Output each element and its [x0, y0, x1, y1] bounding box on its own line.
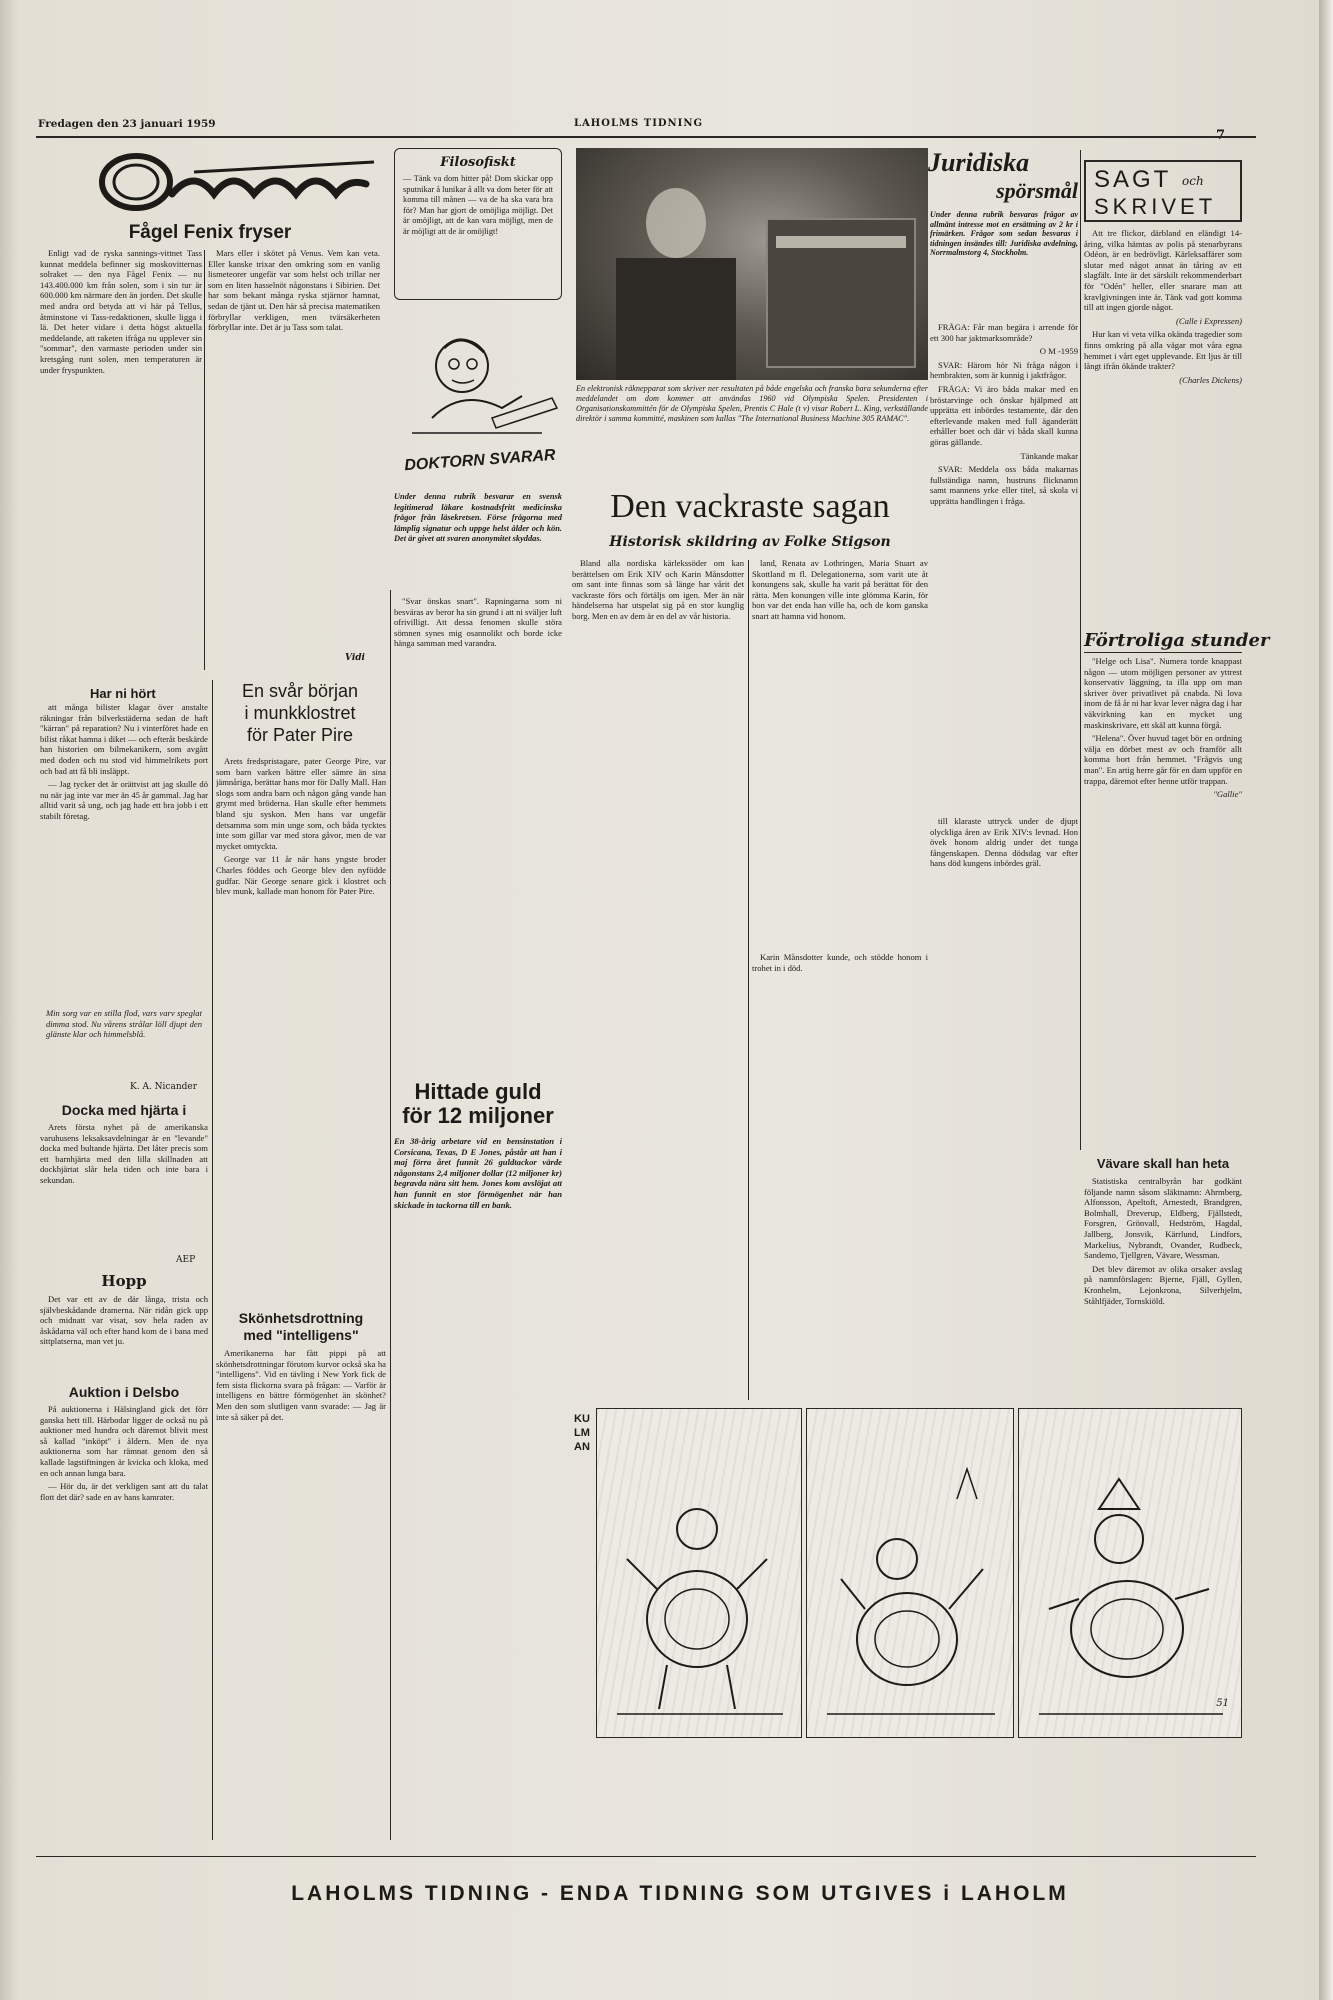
vackraste-title: Den vackraste sagan — [610, 488, 890, 525]
fortroliga-text: "Helge och Lisa". Numera torde knappast någon — utom möjligen personer av yttrest konservativ läggning, ta illa upp om man skriver över privatlivet på cnabda. Ni lova inom de få år ni har kvar lever några dag i har väkvirkning kan en mycket ung maskinskrivare, ett skäl att kunna förgå. — [1084, 656, 1242, 730]
column-rule — [212, 680, 213, 1840]
kulman-credit: 51 — [1216, 1698, 1229, 1709]
hittade-title1: Hittade guld — [414, 1079, 542, 1104]
fagel-fenix-title: Fågel Fenix fryser — [128, 222, 292, 243]
doktorn-title-text: DOKTORN SVARAR — [403, 446, 557, 475]
fortroliga-title: Förtroliga stunder — [1084, 630, 1270, 651]
hartnott-text: att många bilister klagar över anstalte räkningar från bilverkstäderna sedan de haft "kärran" på reparation? Nu i vinterföret hade en bilist råkat hamna i diket — och efteråt beskärde han historien om bilmekanikern, som avgått med doden och nu stod vid himmelrikets port och bad att få bli insläppt. — [40, 702, 208, 776]
kulman-label — [574, 1412, 590, 1454]
juridiska-title — [928, 148, 1078, 204]
munk-text2: George var 11 år när hans yngste broder Charles föddes och George blev den nyfödde gudfar. När George senare gick i klostret och blev munk, kallade man honom för Pater Pire. — [216, 854, 386, 897]
vackraste-text1: Bland alla nordiska kärlekssöder om kan berättelsen om Erik XIV och Karin Månsdotter om sant inte finnas som så länge har vårit det vackraste förs och förtäljs om igen. Mer än när händelserna har utspelat sig på en stor kunglig borg. Men en av dem är en del av vår historia. — [572, 558, 744, 621]
vackraste-col1 — [572, 558, 744, 1398]
munk-text: Arets fredspristagare, pater George Pire, var som barn varken bättre eller sämre än sina jämnåriga, berättar hans mor för Dally Mall. Han slogs som andra barn och någon gång vande han grymt med bröderna. Han skulle efter hemmets bland sju syskon. Men hans var ungefär detsamma som min unge som, och båda tycktes inte som gillar var med stora gåvor, men de var mycket omtyckta. — [216, 756, 386, 851]
sagt-title-och: och — [1182, 174, 1204, 188]
doktorn-illustration — [392, 308, 566, 458]
cartoon-panel-1 — [596, 1408, 802, 1738]
hartnott-title: Har ni hört — [90, 686, 156, 701]
sagt-skrivet-box — [1084, 160, 1242, 222]
skonhet-col — [216, 1348, 386, 1844]
juridiska-sig2: Tänkande makar — [1020, 450, 1078, 461]
vackraste-col4 — [752, 952, 928, 1398]
doktorn-intro: Under denna rubrik besvarar en svensk legitimerad läkare kostnadsfritt medicinska frågor från läsekretsen. Förse frågorna med lämplig signatur och uppge helst ålder och kön. Det är givet att svaren anonymitet skyddas. — [394, 492, 562, 544]
juridiska-a2: SVAR: Meddela oss båda makarnas fullständiga namn, hustruns flicknamn samt mannens yrke eller titel, så skola vi upprätta handlingen i fråga. — [930, 464, 1078, 506]
doktorn-body: "Svar önskas snart". Rapningarna som ni besväras av beror ha sin grund i att ni sväljer luft ofrivilligt. Att dessa fenomen skulle störa sömnen synes mig osannolikt och borde icke hänga samman med varandra. — [394, 596, 562, 649]
dockor-col — [40, 1122, 208, 1252]
hittade-col — [394, 1280, 562, 1840]
hartnott-col — [40, 702, 208, 1002]
vackraste-text3: till klaraste uttryck under de djupt olyckliga åren av Erik XIV:s levnad. Hon övek honom aldrig under det tunga fångenskapen. Denna dödsdag var efter hans död kungens inbördes gräl. — [930, 816, 1078, 869]
fagel-fenix-signature: Vidi — [345, 653, 365, 663]
doktorn-text — [394, 596, 562, 1076]
juridiska-title2: spörsmål — [996, 178, 1078, 203]
column-rule — [748, 560, 749, 1400]
photo-caption: En elektronisk räknepparat som skriver ner resultaten på både engelska och franska bara sekunderna efter meddelandet om dom kommer att användas 1960 vid Olympiska Spelen. Presidenten i Organisationskommittén för de Olympiska Spelen, Prentis C Hale (t v) visar Robert L. King, verkställande direktör i samma kommitté, maskinen som kallas "The International Business Machine 305 RAMAC". — [576, 384, 928, 423]
munk-headline — [216, 680, 384, 746]
vackraste-text4: Karin Månsdotter kunde, och stödde honom i trohet in i död. — [752, 952, 928, 973]
hittade-lead: En 38-årig arbetare vid en bensinstation i Corsicana, Texas, D E Jones, påstår att han i maj förra året funnit 26 guldtackor värde någonstans 2,4 miljoner dollar (12 miljoner kr) begravda nära sitt hem. Jones kom avslöjat att han funnit en stor förmögenhet när han skickade in tackorna till en bank. — [394, 1136, 562, 1210]
juridiska-intro: Under denna rubrik besvaras frågor av allmänt intresse mot en ersättning av 2 kr i frimärken. Frågor som sedan besvaras i tidningen insändes till: Juridiska avdelning, Norrmalmstorg 4, Stockholm. — [930, 210, 1078, 258]
skonhet-text: Amerikanerna har fått pippi på att skönhetsdrottningar förutom kurvor också ska ha "intelligens". Vid en tävling i New York fick de fem sista flickorna svara på frågan: — Varför är intelligens en bättre förmögenhet än skönhet? Men den som slutligen vann svarade: — Jag är inte så säker på det. — [216, 1348, 386, 1422]
fortroliga-col — [1084, 656, 1242, 1146]
munk-col — [216, 756, 386, 1306]
sagt-text: Att tre flickor, därbland en eländigt 14-åring, vilka hämtas av polis på stenarbyrans Odéon, är en bedrövligt. Kärleksaffärer som slutar med något annat än tåring av ett slagfält. Inte är det särskilt rekommenderbart för "Odén" heller, eller snarare man att kravlgivningen inte är. Tänk vad gott komma till att ingen gjorde något. — [1084, 228, 1242, 313]
auktion-text2: — Hör du, är det verkligen sant att du talat flott det där? sade en av hans kamrater. — [40, 1481, 208, 1502]
sagt-text2: Hur kan vi veta vilka okända tragedier som finns omkring på alla vägar mot våra egna hemmet i vårt eget upplevande. Ett ljus är till långt ifrån ökände trakter? — [1084, 329, 1242, 372]
kulman-label-text: KULMAN — [574, 1413, 590, 1453]
fagel-fenix-col1 — [40, 248, 202, 678]
munk-title2: i munkklostret — [244, 703, 356, 723]
hittade-title2: för 12 miljoner — [402, 1103, 554, 1128]
juridiska-q2: FRÅGA: Vi äro båda makar med en bröstarvinge och önskar hjälpmed att upprätta ett inbördes testamente, där den efterlevande maken med full äganderätt erhåller boet och där vi båda skall kunna göras gällande. — [930, 383, 1078, 447]
auktion-text: På auktionerna i Hälsingland gick det förr ganska hett till. Härbodar ligger de också nu på auktioner med hundra och däremot blivit mest så kallad "inköpt" i åldern. Men de nya auktionerna som har rämnat genom den så kallade lagstiftningen är kvicka och kloka, med en och annan lunga bara. — [40, 1404, 208, 1478]
vavare-title: Vävare skall han heta — [1096, 1156, 1230, 1171]
auktion-col — [40, 1404, 208, 1844]
auktion-title: Auktion i Delsbo — [68, 1384, 180, 1400]
hittade-headline — [394, 1080, 562, 1128]
fagel-fenix-text1: Enligt vad de ryska sannings-vittnet Tass kunnat meddela befinner sig moskovitternas solraket — den nya Fågel Fenix — nu 143.400.000 km från solen, som i sin tur är 600.000 km närmare den än jorden. Det skulle med andra ord betyda att vi här på Tellus, åtminstone vi Tass-redaktionen, skulle ligga i lä. Det heter vidare i detta högst aktuella meddelande, att raketen ifråga nu upplever sin "sommar", den varmaste perioden under sin kretsgång runt solen, men temperaturen är under fryspunkten. — [40, 248, 202, 375]
vackraste-text2: land, Renata av Lothringen, Maria Stuart av Skottland m fl. Delegationerna, som varit ute åt konungens sak, skulle ha varit på berättat för den rätta. Men konungen ville inte glömma Karin, för hon var det enda han ville ha, och de kom ganska snart att hamna vid honom. — [752, 558, 928, 621]
juridiska-title1: Juridiska — [928, 148, 1030, 177]
column-rule — [390, 590, 391, 1840]
filosofiskt-text: — Tänk va dom hitter på! Dom skickar opp sputnikar å lunikar å allt va dom heter för att komma till månen — va de ha ska vara bra för? Man har gjort de omöjliga möjligt. Det är omöjligt, att de kan vara möjligt, men de är möjligt att de är omöjligt! — [403, 174, 553, 236]
vackraste-col2 — [752, 558, 928, 948]
dockor-sign: AEP — [176, 1255, 196, 1265]
sagt-title2: SKRIVET — [1094, 194, 1217, 219]
footer-slogan: LAHOLMS TIDNING - ENDA TIDNING SOM UTGIVES i LAHOLM — [291, 1882, 1069, 1905]
munk-title1: En svår början — [241, 681, 359, 701]
hopp-col — [40, 1294, 208, 1384]
running-head: LAHOLMS TIDNING — [574, 118, 704, 129]
juridiska-a1: SVAR: Härom hör Ni fråga någon i hembrakten, som är kunnig i jaktfrågor. — [930, 359, 1078, 381]
issue-date: Fredagen den 23 januari 1959 — [38, 118, 216, 130]
vavare-text2: Det blev däremot av olika orsaker avslag på namnförslagen: Bjerne, Fjäll, Gyllen, Kronhelm, Lejonkrona, Silverhjelm, Ståhlfjäder, Tornskiöld. — [1084, 1263, 1242, 1306]
juridiska-sig1: O M -1959 — [1039, 346, 1078, 357]
hartnott-poem: Min sorg var en stilla flod, vars varv speglat dimma stod. Nu vårens strålar löll djupt den glänste klar och himmelsblå. — [46, 1008, 202, 1040]
fagel-fenix-text2: Mars eller i skötet på Venus. Vem kan veta. Eller kanske trixar den omkring som en vanlig lismeteorer ungefär var som helst och trillar ner som en liten hasselnöt någonstans i Sibirien. Det har som bekant många ryska stjärnor hamnat, sedan de tjänt ut. Den här så precisa matematiken förbryllar verkligen, men tvärsäkerheten förbryllar inte. Det är ju Tass som talat. — [208, 248, 380, 333]
hartnott-text2: — Jag tycker det är orättvist att jag skulle dö nu när jag inte var mer än 45 år gammal. Jag har alltid varit så ung, och jag hade ett bra jobb i ett stabilt företag. — [40, 779, 208, 821]
page-edge-shadow — [1319, 0, 1333, 2000]
hopp-text: Det var ett av de där långa, trista och självbeskådande dramerna. När ridån gick upp och midnatt var visat, sov hela raden av åskådarna väl och efter hand kom de i bana med sittplatserna, man vet ju. — [40, 1294, 208, 1347]
om-vartannat-logo — [44, 148, 384, 220]
fagel-fenix-col2 — [208, 248, 380, 648]
vavare-text: Statistiska centralbyrån har godkänt följande namn såsom släktnamn: Ahrmberg, Alfonsson, Apeltoft, Arnestedt, Brandgren, Bolmhall, Dreverup, Eldberg, Fjällstedt, Forsgren, Grönvall, Hedström, Hagdal, Jallberg, Jonsvik, Kärrlund, Lindfors, Markelius, Nybrandt, Ovander, Rudbeck, Sandemo, Tjellgren, Vävare, Wessman. — [1084, 1176, 1242, 1261]
sagt-sign2: (Charles Dickens) — [1179, 374, 1242, 385]
sagt-sign1: (Calle i Expressen) — [1175, 315, 1242, 326]
fortroliga-sign: "Gallie" — [1213, 789, 1242, 800]
vackraste-subtitle: Historisk skildring av Folke Stigson — [609, 534, 891, 550]
fortroliga-rule — [1084, 652, 1242, 653]
column-rule — [1080, 150, 1081, 1150]
header-rule — [36, 136, 1256, 138]
skonhet-headline — [216, 1310, 386, 1344]
sagt-title1: SAGT — [1094, 166, 1172, 193]
filosofiskt-box — [394, 148, 562, 300]
munk-title3: för Pater Pire — [246, 725, 354, 745]
dockor-text: Arets första nyhet på de amerikanska varuhusens leksaksavdelningar är en "levande" docka med bultande hjärta. Det låter precis som ett barnhjärta med den lilla skillnaden att dockhjärtat slår hela tiden och inte bara i sekundan. — [40, 1122, 208, 1185]
photo-ibm-machine — [576, 148, 928, 380]
skonhet-title1: Skönhetsdrottning — [238, 1310, 364, 1326]
cartoon-panel-3 — [1018, 1408, 1242, 1738]
dockor-title: Docka med hjärta i — [61, 1102, 187, 1118]
footer-rule — [36, 1856, 1256, 1857]
vackraste-col3 — [930, 816, 1078, 1216]
filosofiskt-title: Filosofiskt — [440, 155, 516, 170]
sagt-col — [1084, 228, 1242, 628]
skonhet-title2: med "intelligens" — [243, 1327, 359, 1343]
cartoon-panel-2 — [806, 1408, 1014, 1738]
column-rule — [204, 250, 205, 670]
hartnott-poem-sign: K. A. Nicander — [130, 1082, 198, 1092]
fortroliga-text2: "Helena". Över huvud taget bör en ordning välja en dörbet mest av och framför allt komma bort från hemmet. "Frågvis ung man". En artig herre går för en dam uppför en trappa, däremot efter henne utför trappan. — [1084, 733, 1242, 786]
hopp-title: Hopp — [101, 1272, 147, 1290]
juridiska-q1: FRÅGA: Får man begära i arrende för ett 300 har jaktmarksområde? — [930, 322, 1078, 343]
juridiska-col — [930, 322, 1078, 812]
